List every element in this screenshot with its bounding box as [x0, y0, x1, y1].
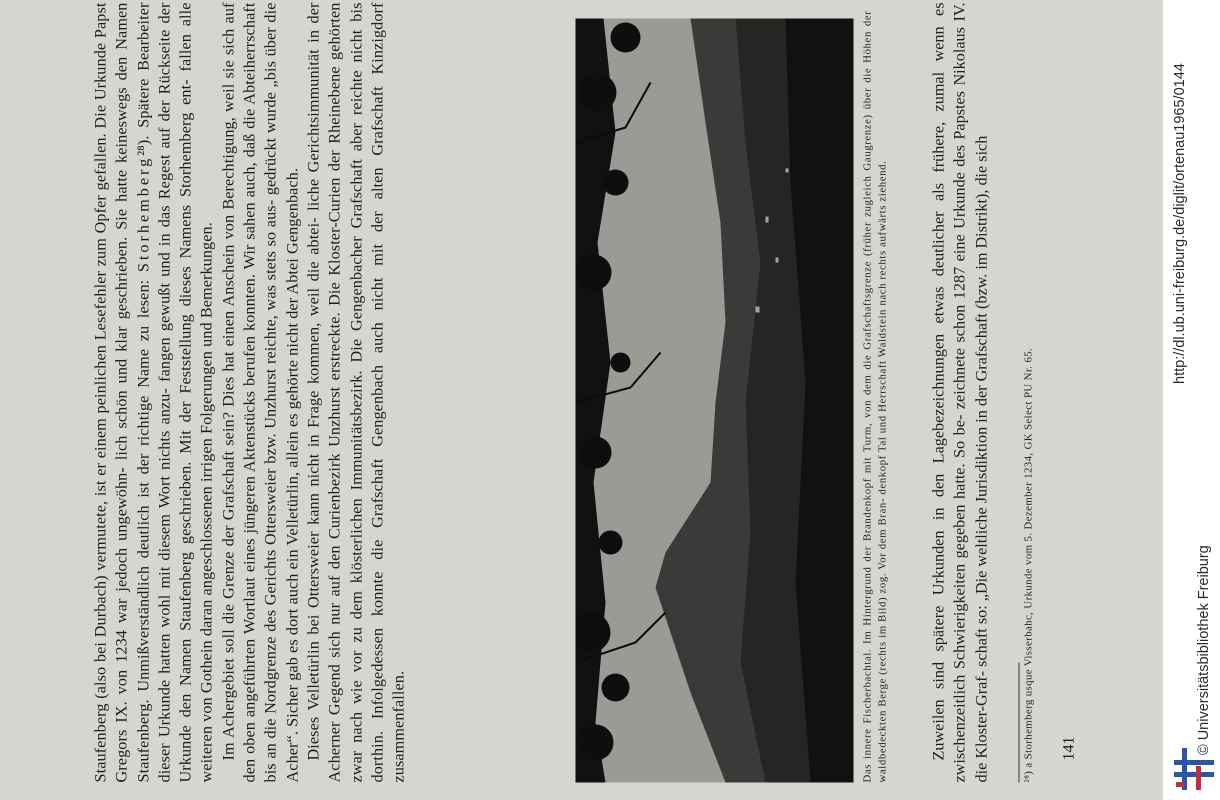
ub-freiburg-logo-icon	[1172, 746, 1216, 792]
text-column-lower	[928, 2, 992, 782]
text-line: nicht mit der alten Grafschaft Kinzigdorf zusammenfallen.	[367, 2, 408, 782]
text-line: Nordgrenze des Gerichts Ottersweier bzw. Unzhurst reichte, was stets so aus-	[261, 199, 280, 714]
text-line: Spätere Bearbeiter dieser Urkunde hatten wohl mit diesem Wort nichts anzu-	[133, 1, 173, 782]
text-line: Bemerkungen.	[197, 221, 216, 318]
text-line: zeichnete schon 1287 eine Urkunde des Papstes Nikolaus IV. die Kloster-Graf-	[950, 2, 990, 782]
caption-line: denkopf Tal und Herrschaft Waldstein nach rechts aufwärts ziehend.	[875, 160, 888, 495]
page-number: 141	[1060, 736, 1077, 760]
text-line: lich schön und klar geschrieben. Sie hatte keineswegs den Namen Staufenberg.	[112, 2, 152, 782]
text-line: frühere, zumal wenn es zwischenzeitlich Schwierigkeiten gegeben hatte. So be-	[929, 2, 969, 782]
text-line: Zuweilen sind spätere Urkunden in den Lagebezeichnungen etwas deutlicher als	[929, 182, 947, 760]
text-line: reichte nicht bis dorthin. Infolgedessen konnte die Grafschaft Gengenbach auch	[346, 2, 386, 782]
text-line: Dieses Velletürlin bei Ottersweier kann nicht in Frage kommen, weil die abtei-	[303, 216, 322, 760]
landscape-photo	[575, 18, 853, 782]
photo-caption	[860, 10, 889, 782]
text-line: Im Achergebiet soll die Grenze der Grafschaft sein? Dies hat einen Anschein	[218, 244, 237, 760]
paragraph-2	[218, 2, 303, 782]
source-url-link[interactable]: http://dl.ub.uni-freiburg.de/diglit/ortenau1965/0144	[1172, 63, 1188, 384]
footnote-rule	[1018, 662, 1019, 782]
text-line: vor zu dem klösterlichen Immunitätsbezirk. Die Gengenbacher Grafschaft aber	[346, 122, 365, 672]
text-line: Opfer gefallen. Die Urkunde Papst Gregors IX. von 1234 war jedoch ungewöhn-	[91, 2, 131, 782]
text-line: Unmißverständlich deutlich ist der richtige Name zu lesen:	[133, 271, 152, 692]
text-line: es gehörte nicht der Abtei Gengenbach.	[282, 167, 301, 427]
text-line: von Berechtigung, weil sie sich auf den oben angeführten Wortlaut eines jüngeren	[218, 2, 259, 782]
paragraph-4	[928, 2, 992, 782]
paragraph-1	[90, 2, 218, 782]
text-line: Unzhurst erstreckte. Die Kloster-Curien der Rheinebene gehörten zwar nach wie	[325, 2, 365, 782]
text-line: Staufenberg geschrieben. Mit der Feststellung dieses Namens Storhemberg ent-	[176, 78, 195, 631]
caption-line: Das innere Fischerbachtal. Im Hintergrund der Brandenkopf mit Turm, von dem die Grafschaftsgrenze	[861, 260, 873, 782]
caption-line: (früher zugleich Gaugrenze) über die Höhen der waldbedeckten Berge (rechts im Bild) zog. Vor dem Bran-	[861, 10, 888, 782]
text-line: fallen alle weiteren von Gothein daran angeschlossenen irrigen Folgerungen und	[176, 2, 216, 782]
spaced-name: Storhemberg	[133, 155, 152, 272]
text-line: Aktenstücks berufen konnten. Wir sahen auch, daß die Abteiherrschaft bis an die	[240, 2, 280, 782]
text-line: fangen gewußt und in das Regest auf der Rückseite der Urkunde den Namen	[154, 2, 195, 782]
text-line: gedrückt wurde „bis über die Acher“. Sicher gab es dort auch ein Velletürlin, allein	[261, 2, 301, 782]
text-line: schaft so: „Die weltliche Jurisdiktion in der Grafschaft (bzw. im Distrikt), die sich	[971, 135, 990, 667]
copyright-notice: © Universitätsbibliothek Freiburg	[1196, 545, 1212, 755]
text-line: liche Gerichtsimmunität in der Acherner Gegend sich nur auf den Curienbezirk	[303, 2, 344, 782]
footnote: ²⁸) a Storhemberg usque Visserbahc, Urkunde vom 5. Dezember 1234, GK Select PU Nr. 65.	[1022, 347, 1034, 782]
paragraph-3	[303, 2, 409, 782]
text-column-upper	[90, 2, 409, 782]
text-line: Staufenberg (also bei Durbach) vermutete, ist er einem peinlichen Lesefehler zum	[91, 237, 109, 782]
footnote-ref: ²⁸).	[133, 134, 152, 156]
